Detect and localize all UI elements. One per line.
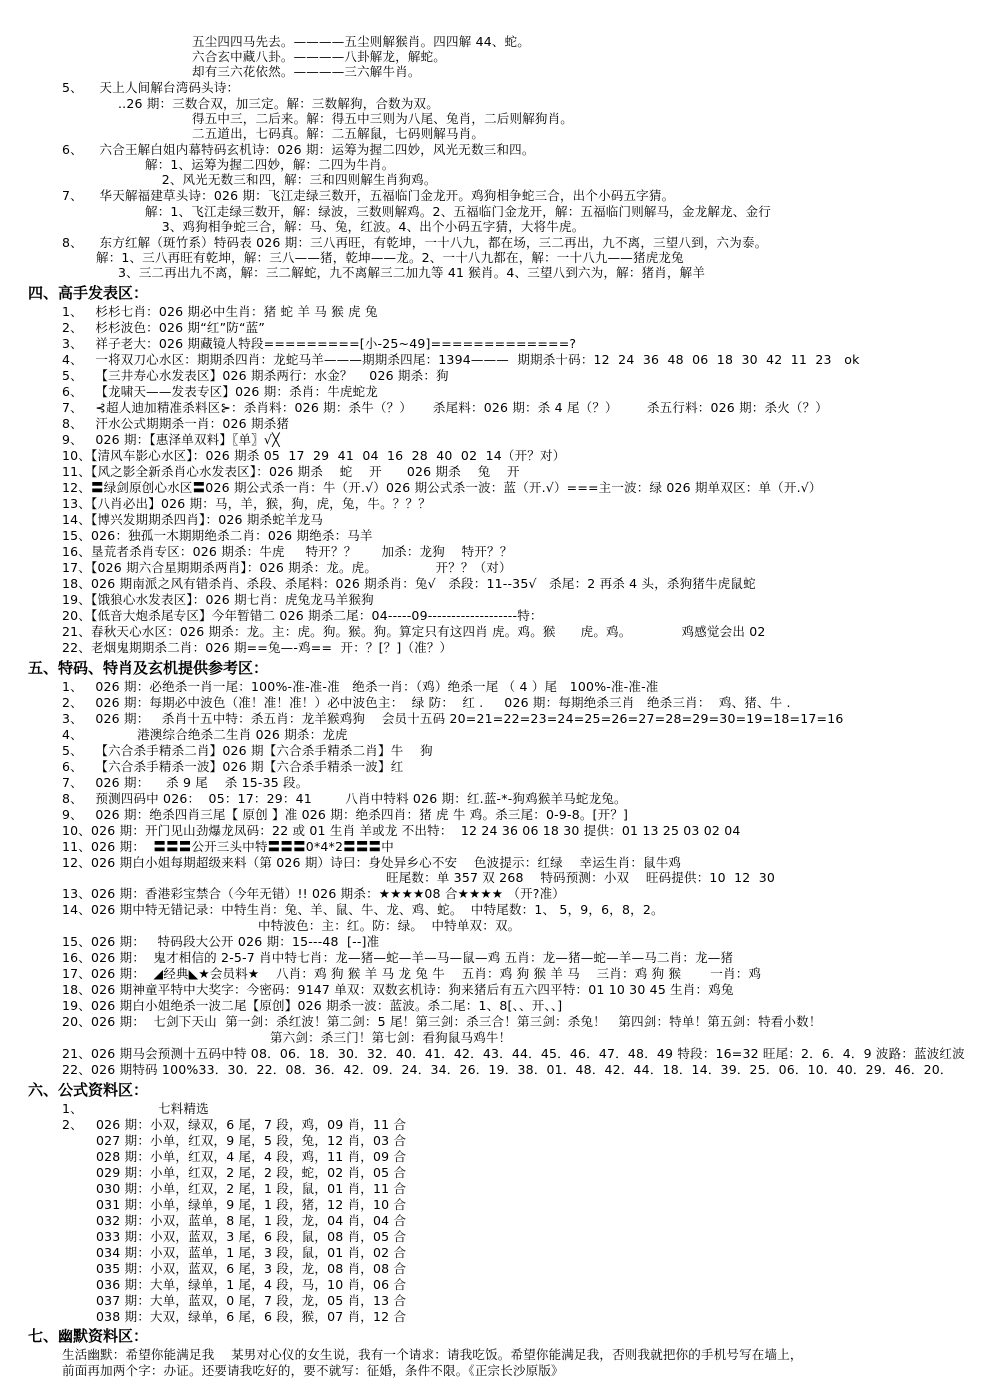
text-line: 2、 杉杉波色：026 期“红”防“蓝” bbox=[62, 320, 266, 335]
text-line: 9、 026 期：绝杀四肖三尾【 原创 】准 026 期：绝杀四肖：猪 虎 牛 鸡。杀三尾：0-9-8。[开？] bbox=[62, 807, 629, 822]
text-line: 7、 026 期： 杀 9 尾 杀 15-35 段。 bbox=[62, 775, 309, 790]
text-line: 却有三六花依然。————三六解牛肖。 bbox=[192, 64, 421, 79]
text-line: 17、【026 期六合星期期杀两肖】：026 期杀：龙。虎。 开？？（对） bbox=[62, 560, 512, 575]
text-line: 解：1、运筹为握二四妙，解：二四为牛肖。 bbox=[145, 157, 395, 172]
text-line: 17、026 期： ◢经典◣★会员料★ 八肖：鸡 狗 猴 羊 马 龙 兔 牛 五肖：鸡 狗 猴 羊 马 三肖：鸡 狗 猴 一肖：鸡 bbox=[62, 966, 762, 981]
text-line: 10、026 期：开门见山劲爆龙凤码：22 或 01 生肖 羊或龙 不出特： 12 24 36 06 18 30 提供：01 13 25 03 02 04 bbox=[62, 823, 741, 838]
text-line: 13、026 期：香港彩宝禁合（今年无错）!! 026 期杀：★★★★08 合★★★★ （开?准） bbox=[62, 886, 566, 901]
text-line: 15、026：独孤一木期期绝杀二肖：026 期绝杀：马羊 bbox=[62, 528, 373, 543]
text-line: 2、风光无数三和四，解：三和四则解生肖狗鸡。 bbox=[145, 172, 437, 187]
text-line: 12、〓绿剑原创心水区〓026 期公式杀一肖：牛（开.√）026 期公式杀一波：蓝（开.√）===主一波：绿 026 期单双区：单（开.√） bbox=[62, 480, 822, 495]
text-line: 15、026 期： 特码段大公开 026 期：15---48 [--]准 bbox=[62, 934, 380, 949]
text-line: 中特波色：主：红。防：绿。 中特单双：双。 bbox=[258, 918, 521, 933]
text-line: 5、 天上人间解台湾码头诗： bbox=[62, 80, 240, 95]
text-line: 旺尾数：单 357 双 268 特码预测：小双 旺码提供：10 12 30 bbox=[386, 870, 776, 885]
text-line: 8、 汗水公式期期杀一肖：026 期杀猪 bbox=[62, 416, 290, 431]
text-line: 3、 祥子老大：026 期藏镜人特段=========[小-25~49]=============? bbox=[62, 336, 577, 351]
text-line: 034 期：小双，蓝单，1 尾，3 段，鼠，01 肖，02 合 bbox=[96, 1245, 407, 1260]
text-line: 7、 ⊰超人迪加精准杀料区⊱：杀肖料：026 期：杀牛（？） 杀尾料：026 期：杀 4 尾（？） 杀五行料：026 期：杀火（？） bbox=[62, 400, 828, 415]
text-line: 5、 【六合杀手精杀二肖】026 期【六合杀手精杀二肖】牛 狗 bbox=[62, 743, 433, 758]
text-line: 030 期：小单，红双，2 尾，1 段，鼠，01 肖，11 合 bbox=[96, 1181, 407, 1196]
text-line: 031 期：小单，绿单，9 尾，1 段，猪，12 肖，10 合 bbox=[96, 1197, 407, 1212]
text-line: 21、春秋天心水区：026 期杀：龙。主：虎。狗。猴。狗。算定只有这四肖 虎。鸡。猴 虎。鸡。 鸡感觉会出 02 bbox=[62, 624, 766, 639]
text-line: 035 期：小双，蓝双，6 尾，3 段，龙，08 肖，08 合 bbox=[96, 1261, 407, 1276]
text-line: 6、 六合王解白姐内幕特码玄机诗：026 期：运筹为握二四妙，风光无数三和四。 bbox=[62, 142, 535, 157]
text-line: 029 期：小单，红双，2 尾，2 段，蛇，02 肖，05 合 bbox=[96, 1165, 407, 1180]
text-line: 9、 026 期：【惠泽单双料】〖单〗√╳ bbox=[62, 432, 280, 447]
text-line: 027 期：小单，红双，9 尾，5 段，兔，12 肖，03 合 bbox=[96, 1133, 407, 1148]
text-line: 6、 【龙啸天——发表专区】026 期：杀肖：牛虎蛇龙 bbox=[62, 384, 379, 399]
text-line: 解：1、飞江走绿三数开，解：绿波，三数则解鸡。2、五福临门金龙开，解：五福临门则解马，金龙解龙、金行 bbox=[145, 204, 771, 219]
text-line: 14、026 期中特无错记录：中特生肖：兔、羊、鼠、牛、龙、鸡、蛇。 中特尾数：1、 5，9，6，8，2。 bbox=[62, 902, 664, 917]
text-line: 11、【风之影全新杀肖心水发表区】：026 期杀 蛇 开 026 期杀 兔 开 bbox=[62, 464, 520, 479]
section-heading: 七、幽默资料区： bbox=[28, 1327, 149, 1345]
text-line: ..26 期：三数合双，加三定。解：三数解狗，合数为双。 bbox=[118, 96, 439, 111]
text-line: 19、【饿狼心水发表区】：026 期七肖：虎兔龙马羊猴狗 bbox=[62, 592, 374, 607]
section-heading: 五、特码、特肖及玄机提供参考区： bbox=[28, 659, 269, 677]
text-line: 5、 【三井寿心水发表区】026 期杀两行：水金？ 026 期杀：狗 bbox=[62, 368, 449, 383]
text-line: 6、 【六合杀手精杀一波】026 期【六合杀手精杀一波】红 bbox=[62, 759, 404, 774]
text-line: 13、【八肖必出】026 期：马，羊，猴，狗，虎，兔，牛。？？？ bbox=[62, 496, 431, 511]
text-line: 二五道出，七码真。解：二五解鼠，七码则解马肖。 bbox=[192, 126, 485, 141]
text-line: 五尘四四马先去。————五尘则解猴肖。四四解 44、蛇。 bbox=[192, 34, 530, 49]
text-line: 前面再加两个字：办证。还要请我吃好的，要不就写：征婚，条件不限。《正宗长沙原版》 bbox=[62, 1363, 564, 1378]
text-line: 1、 026 期：必绝杀一肖一尾：100%-准-准-准 绝杀一肖：（鸡）绝杀一尾 （ 4 ）尾 100%-准-准-准 bbox=[62, 679, 659, 694]
text-line: 028 期：小单，红双，4 尾，4 段，鸡，11 肖，09 合 bbox=[96, 1149, 407, 1164]
text-line: 14、【博兴发期期杀四肖】：026 期杀蛇羊龙马 bbox=[62, 512, 324, 527]
text-line: 20、【低音大炮杀尾专区】今年暂错二 026 期杀二尾：04-----09-------------------特： bbox=[62, 608, 543, 623]
text-line: 22、026 期特码 100%33．30．22．08．36．42．09．24．34．26．19．38．01．48．42．44．18．14．39．25．06．10．40．29．46．20． bbox=[62, 1062, 953, 1077]
text-line: 7、 华天解福建草头诗：026 期：飞江走绿三数开，五福临门金龙开。鸡狗相争蛇三合，出个小码五字猜。 bbox=[62, 188, 675, 203]
text-line: 4、 港澳综合绝杀二生肖 026 期杀：龙虎 bbox=[62, 727, 348, 742]
text-line: 22、老烟鬼期期杀二肖：026 期==兔—-鸡== 开：？[？]（准？） bbox=[62, 640, 453, 655]
text-line: 得五中三，二后来。解：得五中三则为八尾、兔肖，二后则解狗肖。 bbox=[192, 111, 574, 126]
text-line: 18、026 期南派之风有错杀肖、杀段、杀尾料：026 期杀肖：兔√ 杀段：11--35√ 杀尾：2 再杀 4 头，杀狗猪牛虎鼠蛇 bbox=[62, 576, 756, 591]
text-line: 六合玄中藏八卦。————八卦解龙，解蛇。 bbox=[192, 49, 447, 64]
text-line: 3、 026 期： 杀肖十五中特：杀五肖：龙羊猴鸡狗 会员十五码 20=21=22=23=24=25=26=27=28=29=30=19=18=17=16 bbox=[62, 711, 844, 726]
text-line: 11、026 期： 〓〓〓公开三头中特〓〓〓0*4*2〓〓〓中 bbox=[62, 839, 394, 854]
text-line: 032 期：小双，蓝单，8 尾，1 段，龙，04 肖，04 合 bbox=[96, 1213, 407, 1228]
text-line: 16、垦荒者杀肖专区：026 期杀：牛虎 特开？？ 加杀：龙狗 特开？？ bbox=[62, 544, 513, 559]
text-line: 037 期：大单，蓝双，0 尾，7 段，龙，05 肖，13 合 bbox=[96, 1293, 407, 1308]
text-line: 生活幽默：希望你能满足我 某男对心仪的女生说，我有一个请求：请我吃饭。希望你能满足我，否则我就把你的手机号写在墙上， bbox=[62, 1347, 803, 1362]
text-line: 18、026 期神童平特中大奖字：今密码：9147 单双：双数玄机诗：狗来猪后有五六四平特：01 10 30 45 生肖：鸡兔 bbox=[62, 982, 734, 997]
text-line: 3、三二再出九不离，解：三二解蛇，九不离解三二加九等 41 猴肖。4、三望八到六为，解：猪肖，解羊 bbox=[118, 265, 706, 280]
text-line: 第六剑：杀三门！第七剑：看狗鼠马鸡牛！ bbox=[270, 1030, 512, 1045]
text-line: 036 期：大单，绿单，1 尾，4 段，马，10 肖，06 合 bbox=[96, 1277, 407, 1292]
text-line: 8、 东方红解（斑竹系）特码表 026 期：三八再旺，有乾坤，一十八九，都在场，三二再出，九不离，三望八到，六为泰。 bbox=[62, 235, 768, 250]
text-line: 3、鸡狗相争蛇三合，解：马、兔，红波。4、出个小码五字猜，大将牛虎。 bbox=[145, 219, 585, 234]
text-line: 038 期：大双，绿单，6 尾，6 段，猴，07 肖，12 合 bbox=[96, 1309, 407, 1324]
text-line: 026 期：小双，绿双，6 尾，7 段，鸡，09 肖，11 合 bbox=[96, 1117, 407, 1132]
text-line: 16、026 期： 鬼才相信的 2-5-7 肖中特七肖：龙—猪—蛇—羊—马—鼠—鸡 五肖：龙—猪—蛇—羊—马二肖：龙—猪 bbox=[62, 950, 734, 965]
text-line: 8、 预测四码中 026： 05：17：29：41 八肖中特料 026 期：红.蓝-*-狗鸡猴羊马蛇龙兔。 bbox=[62, 791, 627, 806]
text-line: 1、 七料精选 bbox=[62, 1101, 209, 1116]
text-line: 20、026 期： 七剑下天山 第一剑：杀红波！第二剑：5 尾！第三剑：杀三合！第三剑：杀兔！ 第四剑：特单！第五剑：特看小数！ bbox=[62, 1014, 822, 1029]
text-line: 12、026 期白小姐每期超级来料（第 026 期）诗曰：身处异乡心不安 色波提示：红绿 幸运生肖：鼠牛鸡 bbox=[62, 855, 682, 870]
text-line: 解：1、三八再旺有乾坤，解：三八——猪，乾坤——龙。2、一十八九都在，解：一十八九——猪虎龙兔 bbox=[96, 250, 684, 265]
text-line: 2、 bbox=[62, 1117, 83, 1132]
text-line: 4、 一将双刀心水区：期期杀四肖：龙蛇马羊———期期杀四尾：1394——— 期期杀十码：12 24 36 48 06 18 30 42 11 23 ok bbox=[62, 352, 860, 367]
text-line: 10、【清风车影心水区】：026 期杀 05 17 29 41 04 16 28 40 02 14（开？对） bbox=[62, 448, 566, 463]
text-line: 19、026 期白小姐绝杀一波二尾【原创】026 期杀一波：蓝波。杀二尾：1、8[、、开、、] bbox=[62, 998, 563, 1013]
section-heading: 四、高手发表区： bbox=[28, 284, 149, 302]
text-line: 1、 杉杉七肖：026 期必中生肖：猪 蛇 羊 马 猴 虎 兔 bbox=[62, 304, 378, 319]
text-line: 033 期：小双，蓝双，3 尾，6 段，鼠，08 肖，05 合 bbox=[96, 1229, 407, 1244]
section-heading: 六、公式资料区： bbox=[28, 1081, 149, 1099]
text-line: 21、026 期马会预测十五码中特 08．06．18．30．32．40．41．42．43．44．45．46．47．48．49 特段：16=32 旺尾：2．6．4．9 波路：蓝波红波 bbox=[62, 1046, 965, 1061]
text-line: 2、 026 期：每期必中波色（准！准！准！）必中波色主： 绿 防： 红 . 026 期：每期绝杀三肖 绝杀三肖： 鸡、猪、牛 . bbox=[62, 695, 791, 710]
